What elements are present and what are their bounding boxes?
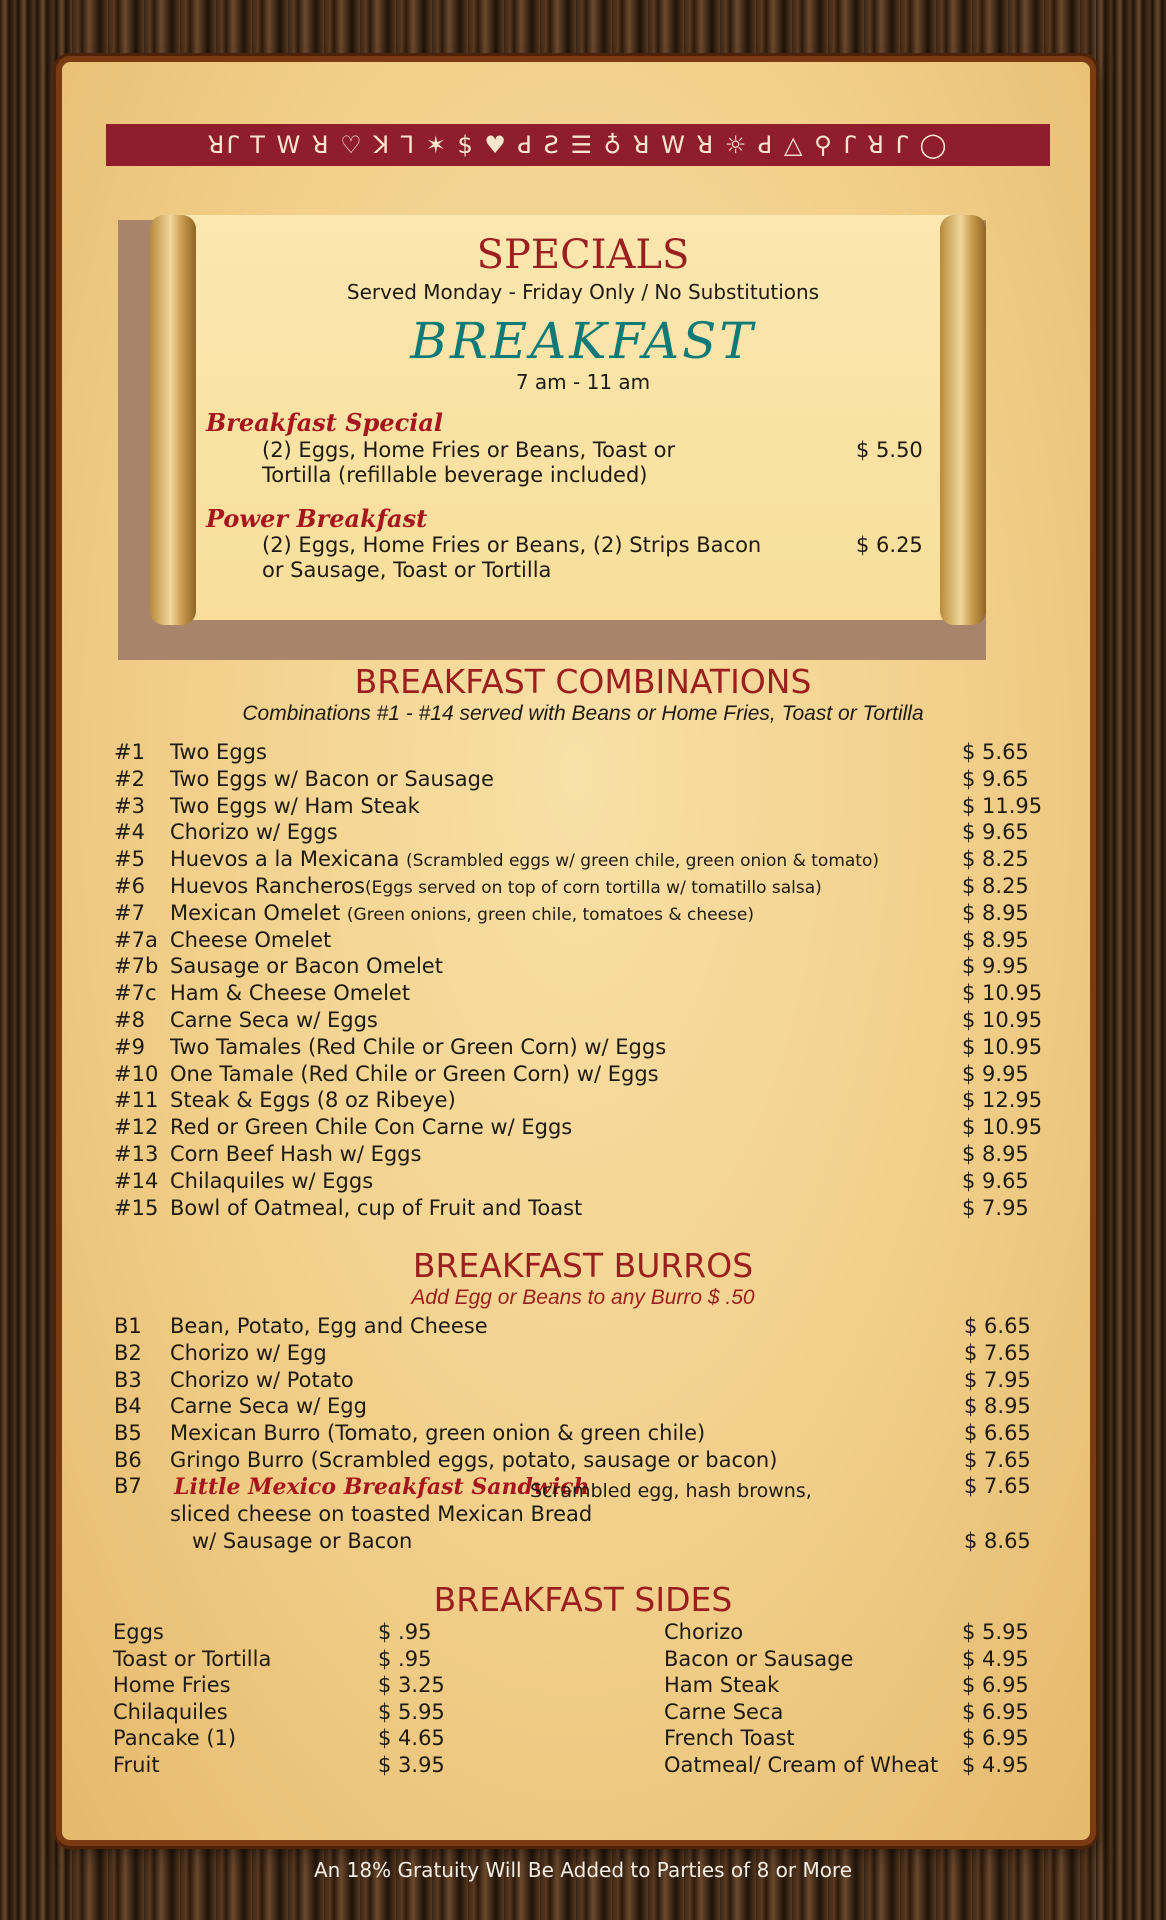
item-price: $ 12.95 bbox=[962, 1088, 1043, 1113]
item-price: $ 7.65 bbox=[964, 1448, 1031, 1472]
item-description bbox=[170, 874, 822, 898]
item-price: $ 7.65 bbox=[964, 1340, 1031, 1365]
item-price: $ 9.95 bbox=[962, 954, 1029, 979]
item-number: #8 bbox=[114, 1008, 145, 1032]
item-name: Gringo Burro (Scrambled eggs, potato, sausage or bacon) bbox=[170, 1448, 778, 1472]
item-number: B1 bbox=[114, 1314, 142, 1338]
item-number: B2 bbox=[114, 1340, 142, 1365]
item-number: #7b bbox=[114, 954, 159, 979]
side-item-price: $ 6.95 bbox=[962, 1726, 1029, 1750]
item-description bbox=[170, 1169, 373, 1193]
side-item-price: $ 4.95 bbox=[962, 1646, 1029, 1671]
item-description bbox=[170, 1062, 659, 1086]
side-item-name: Chorizo bbox=[664, 1620, 744, 1644]
item-price: $ 8.25 bbox=[962, 847, 1029, 872]
combinations-subtitle: Combinations #1 - #14 served with Beans or Home Fries, Toast or Tortilla bbox=[242, 702, 924, 725]
item-number: #7c bbox=[114, 981, 157, 1006]
item-name: Sausage or Bacon Omelet bbox=[170, 954, 443, 979]
item-number: #7 bbox=[114, 900, 145, 925]
item-description bbox=[170, 1196, 582, 1220]
b7-desc-line1: Scrambled egg, hash browns, bbox=[530, 1480, 812, 1502]
special-item-line2: or Sausage, Toast or Tortilla bbox=[262, 558, 552, 582]
item-name: One Tamale (Red Chile or Green Corn) w/ Eggs bbox=[170, 1061, 659, 1086]
side-item-name: Oatmeal/ Cream of Wheat bbox=[664, 1752, 939, 1777]
item-name: Two Eggs bbox=[170, 740, 267, 764]
item-price: $ 9.65 bbox=[962, 820, 1029, 845]
item-number: #2 bbox=[114, 766, 145, 791]
item-price: $ 9.95 bbox=[962, 1061, 1029, 1086]
item-description bbox=[170, 928, 331, 952]
side-item-name: Carne Seca bbox=[664, 1699, 784, 1724]
item-description bbox=[170, 901, 754, 925]
item-name: Chorizo w/ Potato bbox=[170, 1367, 354, 1392]
item-number: #7a bbox=[114, 927, 158, 952]
side-item-name: Toast or Tortilla bbox=[113, 1646, 272, 1671]
item-description bbox=[170, 847, 879, 871]
side-item-name: Chilaquiles bbox=[113, 1699, 228, 1724]
side-item-price: $ 5.95 bbox=[378, 1699, 445, 1724]
item-name: Two Eggs w/ Ham Steak bbox=[170, 793, 420, 818]
item-price: $ 10.95 bbox=[962, 1115, 1043, 1140]
item-description bbox=[170, 1142, 421, 1166]
side-item-name: Fruit bbox=[113, 1752, 160, 1777]
side-item-price: $ .95 bbox=[378, 1620, 432, 1644]
item-name: Huevos a la Mexicana bbox=[170, 847, 407, 872]
item-description bbox=[170, 954, 443, 978]
item-number: #1 bbox=[114, 740, 145, 764]
item-description bbox=[170, 820, 338, 844]
b7-name: Little Mexico Breakfast Sandwich bbox=[174, 1474, 590, 1500]
item-name: Steak & Eggs (8 oz Ribeye) bbox=[170, 1088, 456, 1113]
item-description bbox=[170, 740, 267, 764]
side-item-name: Eggs bbox=[113, 1620, 164, 1644]
item-description bbox=[170, 767, 494, 791]
item-note: (Scrambled eggs w/ green chile, green onion & tomato) bbox=[406, 851, 880, 872]
item-name: Bean, Potato, Egg and Cheese bbox=[170, 1314, 488, 1338]
side-item-name: Bacon or Sausage bbox=[664, 1646, 854, 1671]
item-price: $ 7.65 bbox=[964, 1474, 1031, 1498]
item-name: Red or Green Chile Con Carne w/ Eggs bbox=[170, 1115, 573, 1140]
item-number: B4 bbox=[114, 1394, 142, 1419]
item-name: Two Eggs w/ Bacon or Sausage bbox=[170, 766, 494, 791]
item-description bbox=[170, 1008, 378, 1032]
item-description bbox=[170, 981, 410, 1005]
item-name: Mexican Omelet bbox=[170, 900, 347, 925]
item-name: Bowl of Oatmeal, cup of Fruit and Toast bbox=[170, 1195, 583, 1220]
b7-desc-line3: w/ Sausage or Bacon bbox=[192, 1529, 413, 1553]
item-number: #11 bbox=[114, 1088, 159, 1113]
item-price: $ 8.25 bbox=[962, 874, 1029, 898]
item-name: Carne Seca w/ Egg bbox=[170, 1394, 367, 1419]
combinations-title: BREAKFAST COMBINATIONS bbox=[354, 662, 812, 701]
item-price: $ 5.65 bbox=[962, 740, 1029, 764]
side-item-name: Pancake (1) bbox=[113, 1726, 237, 1750]
special-item-name: Breakfast Special bbox=[206, 408, 443, 437]
special-item-price: $ 6.25 bbox=[856, 533, 923, 557]
item-name: Corn Beef Hash w/ Eggs bbox=[170, 1142, 422, 1166]
burros-subtitle: Add Egg or Beans to any Burro $ .50 bbox=[411, 1286, 755, 1309]
item-name: Carne Seca w/ Eggs bbox=[170, 1008, 378, 1032]
item-price: $ 8.95 bbox=[962, 1142, 1029, 1166]
side-item-name: French Toast bbox=[664, 1726, 795, 1750]
item-description bbox=[170, 1115, 572, 1139]
special-item-line1: (2) Eggs, Home Fries or Beans, Toast or bbox=[262, 438, 676, 462]
item-number: #15 bbox=[114, 1195, 159, 1220]
brand-symbols-strip: ꓤꓩ ꓔ ꓪ ꓤ ♡ ꓘ ꓶ ✶ $ ♥ ꓒ Ꙅ ☰ ♁ ꓤ ꓪ ꓤ ☼ ꓒ △ ⚲ ꓩ ꓤ ꓩ ◯ bbox=[106, 124, 1050, 166]
special-item-name: Power Breakfast bbox=[206, 504, 428, 533]
item-number: #9 bbox=[114, 1034, 145, 1059]
item-name: Chorizo w/ Eggs bbox=[170, 820, 338, 845]
item-price: $ 8.95 bbox=[962, 927, 1029, 952]
item-note: (Green onions, green chile, tomatoes & cheese) bbox=[346, 904, 754, 925]
breakfast-hours: 7 am - 11 am bbox=[515, 370, 651, 394]
item-name: Mexican Burro (Tomato, green onion & green chile) bbox=[170, 1421, 706, 1446]
item-number: B6 bbox=[114, 1448, 142, 1472]
side-item-price: $ 3.25 bbox=[378, 1673, 445, 1697]
item-name: Chilaquiles w/ Eggs bbox=[170, 1168, 374, 1193]
item-number: B3 bbox=[114, 1367, 142, 1392]
item-price: $ 10.95 bbox=[962, 981, 1043, 1006]
item-description bbox=[170, 1035, 666, 1059]
item-number: #4 bbox=[114, 820, 145, 845]
side-item-name: Home Fries bbox=[113, 1673, 231, 1697]
item-price: $ 10.95 bbox=[962, 1034, 1043, 1059]
b7-desc-line2: sliced cheese on toasted Mexican Bread bbox=[170, 1502, 593, 1526]
b7-price2: $ 8.65 bbox=[964, 1529, 1031, 1553]
item-number: #3 bbox=[114, 793, 145, 818]
item-price: $ 7.95 bbox=[964, 1367, 1031, 1392]
item-description bbox=[170, 1088, 456, 1112]
item-number: #5 bbox=[114, 847, 145, 872]
burros-title: BREAKFAST BURROS bbox=[412, 1246, 754, 1285]
side-item-price: $ 3.95 bbox=[378, 1752, 445, 1777]
item-price: $ 6.65 bbox=[964, 1314, 1031, 1338]
specials-title: SPECIALS bbox=[476, 232, 690, 278]
side-item-price: $ .95 bbox=[378, 1646, 432, 1671]
side-item-price: $ 4.95 bbox=[962, 1752, 1029, 1777]
item-number: B7 bbox=[114, 1474, 142, 1498]
side-item-name: Ham Steak bbox=[664, 1673, 780, 1697]
item-number: #14 bbox=[114, 1168, 159, 1193]
item-description bbox=[170, 794, 420, 818]
item-price: $ 6.65 bbox=[964, 1421, 1031, 1446]
side-item-price: $ 6.95 bbox=[962, 1673, 1029, 1697]
item-price: $ 9.65 bbox=[962, 1168, 1029, 1193]
item-name: Huevos Rancheros bbox=[170, 874, 365, 898]
item-price: $ 9.65 bbox=[962, 766, 1029, 791]
item-price: $ 8.95 bbox=[962, 900, 1029, 925]
item-number: #10 bbox=[114, 1061, 159, 1086]
side-item-price: $ 4.65 bbox=[378, 1726, 445, 1750]
gratuity-note: An 18% Gratuity Will Be Added to Parties of 8 or More bbox=[313, 1858, 853, 1882]
item-note: (Eggs served on top of corn tortilla w/ tomatillo salsa) bbox=[364, 878, 822, 898]
breakfast-title: BREAKFAST bbox=[410, 312, 756, 370]
item-price: $ 8.95 bbox=[964, 1394, 1031, 1419]
side-item-price: $ 5.95 bbox=[962, 1620, 1029, 1644]
special-item-price: $ 5.50 bbox=[856, 438, 923, 462]
side-item-price: $ 6.95 bbox=[962, 1699, 1029, 1724]
item-number: #6 bbox=[114, 874, 145, 898]
item-name: Two Tamales (Red Chile or Green Corn) w/ Eggs bbox=[170, 1034, 667, 1059]
item-number: B5 bbox=[114, 1421, 142, 1446]
item-price: $ 7.95 bbox=[962, 1195, 1029, 1220]
item-name: Ham & Cheese Omelet bbox=[170, 981, 411, 1006]
specials-subtitle: Served Monday - Friday Only / No Substitutions bbox=[346, 280, 820, 304]
sides-title: BREAKFAST SIDES bbox=[433, 1580, 733, 1619]
item-name: Cheese Omelet bbox=[170, 927, 332, 952]
item-price: $ 11.95 bbox=[962, 793, 1043, 818]
item-number: #12 bbox=[114, 1115, 159, 1140]
item-number: #13 bbox=[114, 1142, 159, 1166]
item-price: $ 10.95 bbox=[962, 1008, 1043, 1032]
item-name: Chorizo w/ Egg bbox=[170, 1340, 327, 1365]
special-item-line1: (2) Eggs, Home Fries or Beans, (2) Strips Bacon bbox=[262, 533, 762, 557]
special-item-line2: Tortilla (refillable beverage included) bbox=[262, 463, 648, 487]
